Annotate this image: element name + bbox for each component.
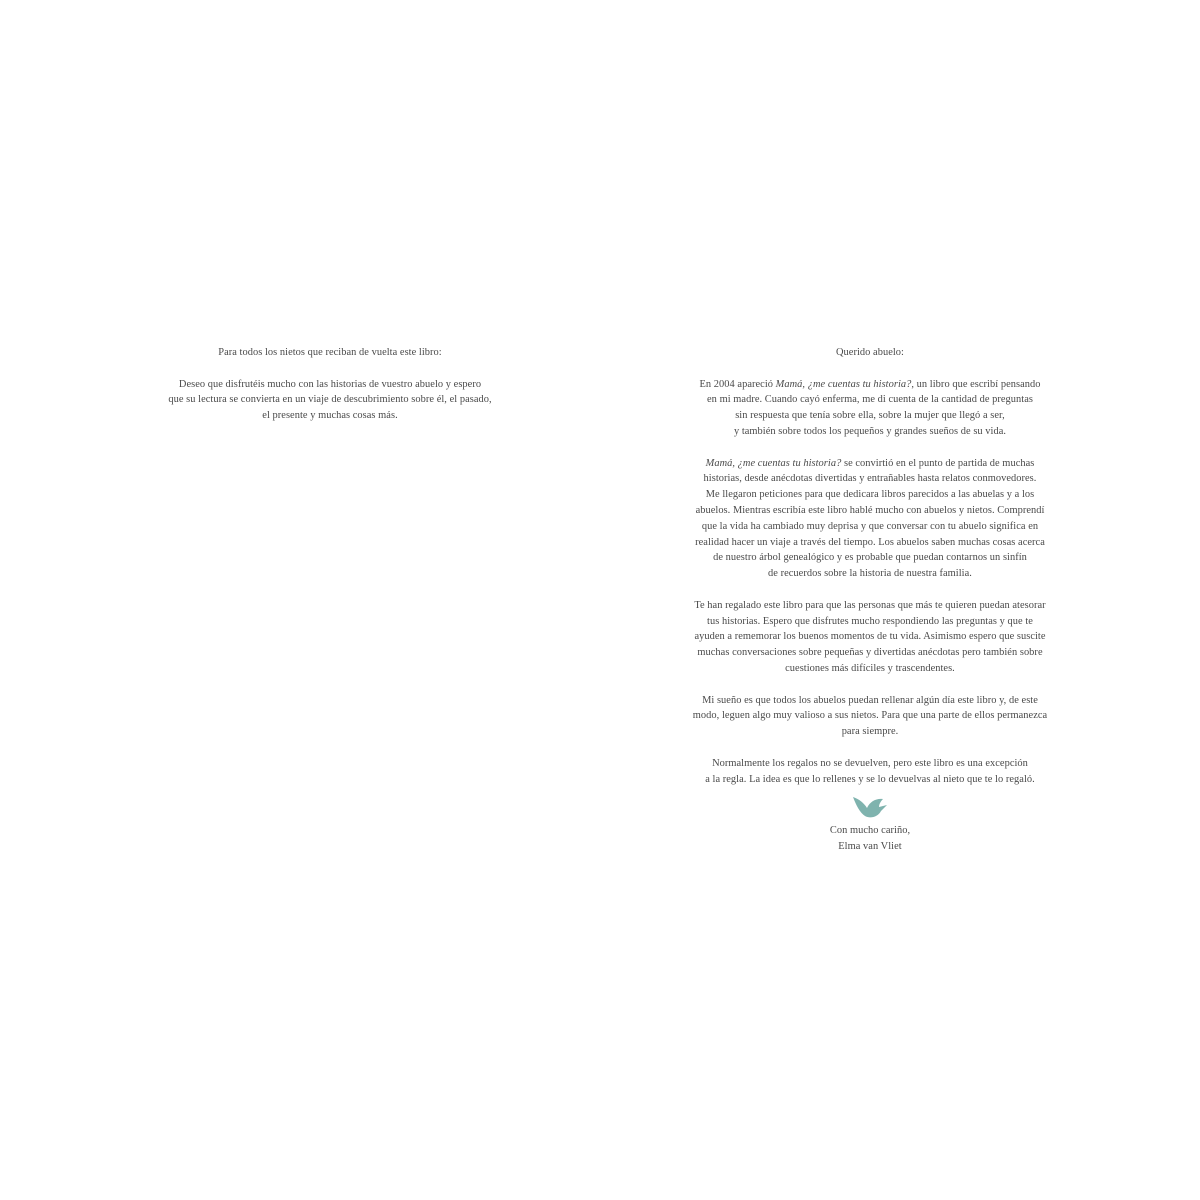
letter-line: de nuestro árbol genealógico y es probable que puedan contarnos un sinfín <box>713 552 1027 564</box>
text-run: , un libro que escribí pensando <box>911 378 1041 390</box>
book-title-italic: Mamá, ¿me cuentas tu historia? <box>775 378 912 390</box>
letter-line: tus historias. Espero que disfrutes mucho respondiendo las preguntas y que te <box>707 615 1033 627</box>
letter-line: abuelos. Mientras escribía este libro hablé mucho con abuelos y nietos. Comprendí <box>695 504 1045 516</box>
letter-line: cuestiones más difíciles y trascendentes. <box>785 662 955 674</box>
letter-line: muchas conversaciones sobre pequeñas y divertidas anécdotas pero también sobre <box>697 647 1043 659</box>
dedication-heading: Para todos los nietos que reciban de vuelta este libro: <box>218 347 442 358</box>
text-run: se convirtió en el punto de partida de muchas <box>841 457 1035 469</box>
dedication-line: Deseo que disfrutéis mucho con las historias de vuestro abuelo y espero <box>178 378 482 390</box>
bird-icon <box>850 793 890 821</box>
letter-line: modo, leguen algo muy valioso a sus nietos. Para que una parte de ellos permanezca <box>692 710 1048 722</box>
letter-line: historias, desde anécdotas divertidas y entrañables hasta relatos conmovedores. <box>703 473 1037 485</box>
letter-line: Te han regalado este libro para que las personas que más te quieren puedan atesorar <box>694 599 1046 611</box>
letter-line: Me llegaron peticiones para que dedicara libros parecidos a las abuelas y a los <box>705 489 1035 501</box>
dedication-line: que su lectura se convierta en un viaje de descubrimiento sobre él, el pasado, <box>168 394 492 406</box>
left-page <box>60 0 600 1200</box>
text-run: En 2004 apareció <box>699 378 776 390</box>
letter-line: ayuden a rememorar los buenos momentos de tu vida. Asimismo espero que suscite <box>694 631 1046 643</box>
letter-line: y también sobre todos los pequeños y grandes sueños de su vida. <box>733 425 1007 437</box>
letter-line: Mi sueño es que todos los abuelos puedan rellenar algún día este libro y, de este <box>702 694 1038 706</box>
letter-line: en mi madre. Cuando cayó enferma, me di cuenta de la cantidad de preguntas <box>707 394 1033 406</box>
letter-signature: Elma van Vliet <box>838 841 902 853</box>
dedication-block <box>60 345 600 424</box>
letter-line: para siempre. <box>841 726 899 738</box>
letter-line: de recuerdos sobre la historia de nuestra familia. <box>768 568 972 580</box>
right-page <box>600 0 1140 1200</box>
letter-salutation: Querido abuelo: <box>836 347 904 358</box>
letter-line: sin respuesta que tenía sobre ella, sobre la mujer que llegó a ser, <box>735 410 1005 422</box>
letter-block <box>600 345 1140 855</box>
letter-line: a la regla. La idea es que lo rellenes y se lo devuelvas al nieto que te lo regaló. <box>705 773 1035 785</box>
letter-line: Normalmente los regalos no se devuelven, pero este libro es una excepción <box>712 757 1028 769</box>
letter-line <box>600 456 1140 472</box>
book-title-italic: Mamá, ¿me cuentas tu historia? <box>705 457 842 469</box>
letter-line <box>600 377 1140 393</box>
letter-closing: Con mucho cariño, <box>829 825 911 837</box>
letter-line: realidad hacer un viaje a través del tiempo. Los abuelos saben muchas cosas acerca <box>695 536 1045 548</box>
dedication-line: el presente y muchas cosas más. <box>262 410 398 422</box>
letter-line: que la vida ha cambiado muy deprisa y que conversar con tu abuelo significa en <box>701 520 1039 532</box>
